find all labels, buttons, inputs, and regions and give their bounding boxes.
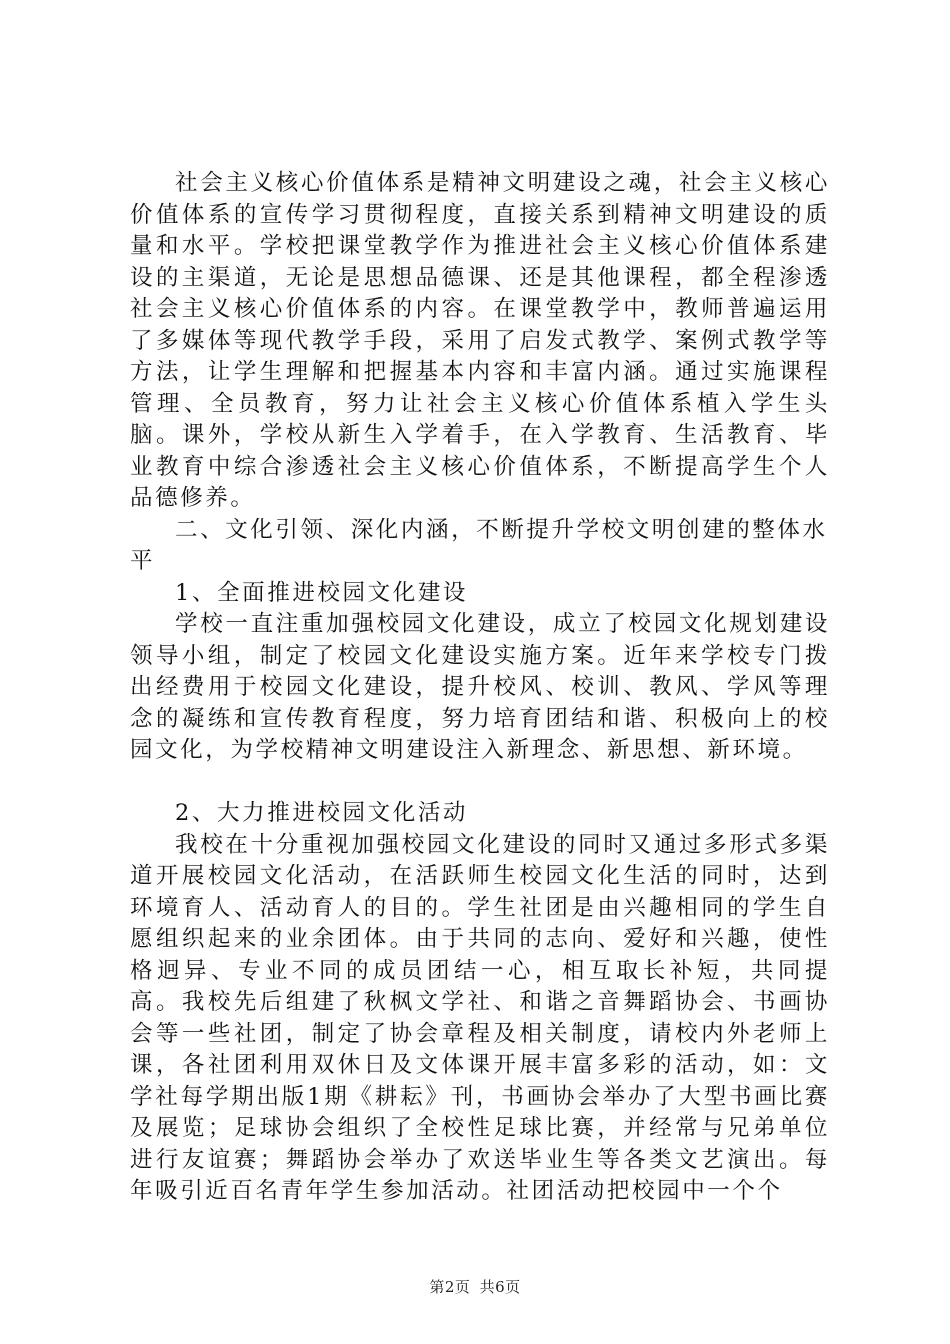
- paragraph-spacer: [130, 767, 830, 799]
- paragraph-core-values: 社会主义核心价值体系是精神文明建设之魂，社会主义核心价值体系的宣传学习贯彻程度，直接关系到精神文明建设的质量和水平。学校把课堂教学作为推进社会主义核心价值体系建设的主渠道，无论是思想品德课、还是其他课程，都全程渗透社会主义核心价值体系的内容。在课堂教学中，教师普遍运用了多媒体等现代教学手段，采用了启发式教学、案例式教学等方法，让学生理解和把握基本内容和丰富内涵。通过实施课程管理、全员教育，努力让社会主义核心价值体系植入学生头脑。课外，学校从新生入学着手，在入学教育、生活教育、毕业教育中综合渗透社会主义核心价值体系，不断提高学生个人品德修养。: [130, 170, 830, 511]
- document-body: [130, 168, 830, 1208]
- page-total: 共6页: [479, 1278, 521, 1296]
- paragraph-campus-culture-activities: 我校在十分重视加强校园文化建设的同时又通过多形式多渠道开展校园文化活动，在活跃师生校园文化生活的同时，达到环境育人、活动育人的目的。学生社团是由兴趣相同的学生自愿组织起来的业余团体。由于共同的志向、爱好和兴趣，使性格迥异、专业不同的成员团结一心，相互取长补短，共同提高。我校先后组建了秋枫文学社、和谐之音舞蹈协会、书画协会等一些社团，制定了协会章程及相关制度，请校内外老师上课，各社团利用双休日及文体课开展丰富多彩的活动，如：文学社每学期出版1期《耕耘》刊，书画协会举办了大型书画比赛及展览；足球协会组织了全校性足球比赛，并经常与兄弟单位进行友谊赛；舞蹈协会举办了欢送毕业生等各类文艺演出。每年吸引近百名青年学生参加活动。社团活动把校园中一个个: [130, 831, 830, 1204]
- page-footer: [0, 1276, 950, 1297]
- subheading-campus-culture-activities: 2、大力推进校园文化活动: [175, 800, 469, 826]
- section-heading-culture: 二、文化引领、深化内涵，不断提升学校文明创建的整体水平: [130, 516, 828, 574]
- page-number: 第2页: [429, 1278, 471, 1296]
- paragraph-campus-culture-building: 学校一直注重加强校园文化建设，成立了校园文化规划建设领导小组，制定了校园文化建设实施方案。近年来学校专门拨出经费用于校园文化建设，提升校风、校训、教风、学风等理念的凝练和宣传教育程度，努力培育团结和谐、积极向上的校园文化，为学校精神文明建设注入新理念、新思想、新环境。: [130, 611, 830, 763]
- subheading-campus-culture-building: 1、全面推进校园文化建设: [175, 579, 469, 606]
